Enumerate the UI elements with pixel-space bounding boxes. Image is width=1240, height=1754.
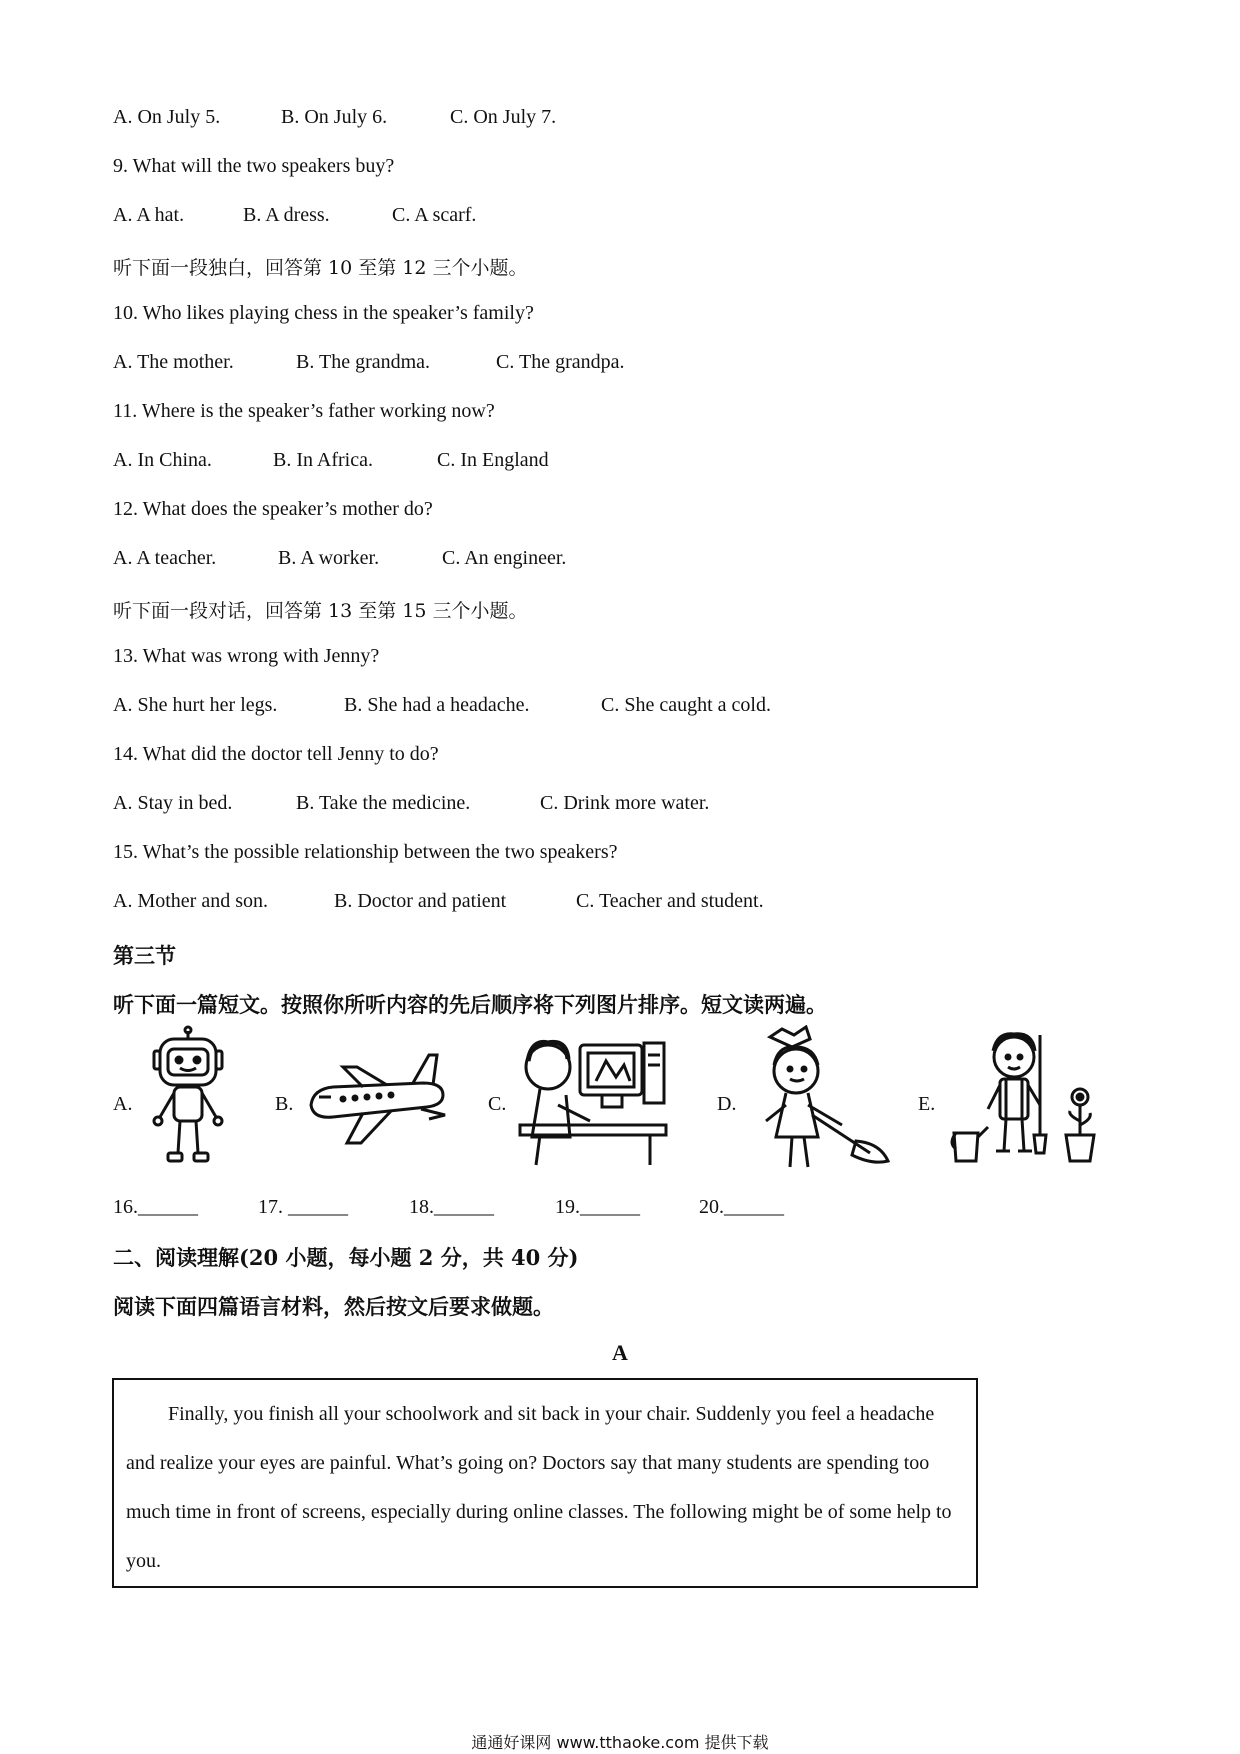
computer-kid-icon (510, 1025, 670, 1175)
picture-a (113, 1025, 243, 1175)
options-q8 (113, 106, 556, 129)
option-b: B. The grandma. (296, 351, 431, 373)
options-q14 (113, 792, 709, 815)
picture-b (275, 1025, 455, 1175)
airplane-icon (303, 1025, 453, 1175)
blank-18[interactable]: 18.______ (409, 1196, 494, 1218)
option-b: B. Take the medicine. (296, 792, 471, 814)
option-a: A. In China. (113, 449, 212, 471)
question-11: 11. Where is the speaker’s father working now? (113, 400, 495, 422)
footer-text: 通通好课网 www.tthaoke.com 提供下载 (471, 1733, 769, 1752)
option-c: C. An engineer. (442, 547, 567, 569)
blank-16[interactable]: 16.______ (113, 1196, 198, 1218)
options-q12 (113, 547, 566, 570)
answer-blanks (113, 1196, 784, 1219)
passage-text: Finally, you finish all your schoolwork and sit back in your chair. Suddenly you feel a headache and realize your eyes are painful. What’s going on? Doctors say that many students are spending too much time in front of screens, especially during online classes. The following might be of some help to you. (126, 1403, 952, 1572)
robot-icon (138, 1025, 238, 1175)
blank-17[interactable]: 17. ______ (258, 1196, 348, 1218)
picture-label: E. (918, 1093, 936, 1115)
picture-e (918, 1025, 1118, 1175)
option-b: B. In Africa. (273, 449, 373, 471)
option-b: B. A dress. (243, 204, 330, 226)
question-13: 13. What was wrong with Jenny? (113, 645, 380, 667)
gardening-boy-icon (948, 1025, 1108, 1175)
picture-label: D. (717, 1093, 737, 1115)
sweeping-girl-icon (752, 1025, 892, 1175)
option-c: C. The grandpa. (496, 351, 625, 373)
part2-instruction: 阅读下面四篇语言材料，然后按文后要求做题。 (113, 1294, 554, 1319)
options-q9 (113, 204, 476, 227)
passage-box (112, 1378, 978, 1588)
option-b: B. She had a headache. (344, 694, 530, 716)
options-q11 (113, 449, 549, 472)
option-a: A. Mother and son. (113, 890, 268, 912)
option-a: A. The mother. (113, 351, 234, 373)
option-a: A. She hurt her legs. (113, 694, 278, 716)
picture-c (488, 1025, 688, 1175)
options-q10 (113, 351, 625, 374)
options-q13 (113, 694, 771, 717)
option-b: B. A worker. (278, 547, 380, 569)
option-c: C. She caught a cold. (601, 694, 771, 716)
blank-19[interactable]: 19.______ (555, 1196, 640, 1218)
question-15: 15. What’s the possible relationship between the two speakers? (113, 841, 618, 863)
option-c: C. A scarf. (392, 204, 477, 226)
picture-row (110, 1025, 1110, 1175)
picture-label: A. (113, 1093, 133, 1115)
option-a: A. A teacher. (113, 547, 217, 569)
option-b: B. Doctor and patient (334, 890, 507, 912)
option-c: C. Teacher and student. (576, 890, 764, 912)
picture-d (717, 1025, 897, 1175)
picture-label: B. (275, 1093, 294, 1115)
question-9: 9. What will the two speakers buy? (113, 155, 395, 177)
section3-instruction: 听下面一篇短文。按照你所听内容的先后顺序将下列图片排序。短文读两遍。 (113, 992, 827, 1017)
question-14: 14. What did the doctor tell Jenny to do? (113, 743, 439, 765)
part2-heading: 二、阅读理解(20 小题，每小题 2 分，共 40 分) (113, 1245, 579, 1270)
option-b: B. On July 6. (281, 106, 388, 128)
option-c: C. Drink more water. (540, 792, 710, 814)
passage-title: A (612, 1340, 628, 1365)
instruction-dialogue: 听下面一段对话，回答第 13 至第 15 三个小题。 (113, 600, 528, 622)
option-a: A. A hat. (113, 204, 185, 226)
option-a: A. On July 5. (113, 106, 221, 128)
section3-heading: 第三节 (113, 943, 176, 968)
picture-label: C. (488, 1093, 507, 1115)
question-10: 10. Who likes playing chess in the speaker’s family? (113, 302, 534, 324)
question-12: 12. What does the speaker’s mother do? (113, 498, 433, 520)
option-c: C. In England (437, 449, 549, 471)
option-c: C. On July 7. (450, 106, 557, 128)
instruction-monologue: 听下面一段独白，回答第 10 至第 12 三个小题。 (113, 257, 528, 279)
options-q15 (113, 890, 764, 913)
blank-20[interactable]: 20.______ (699, 1196, 784, 1218)
option-a: A. Stay in bed. (113, 792, 233, 814)
